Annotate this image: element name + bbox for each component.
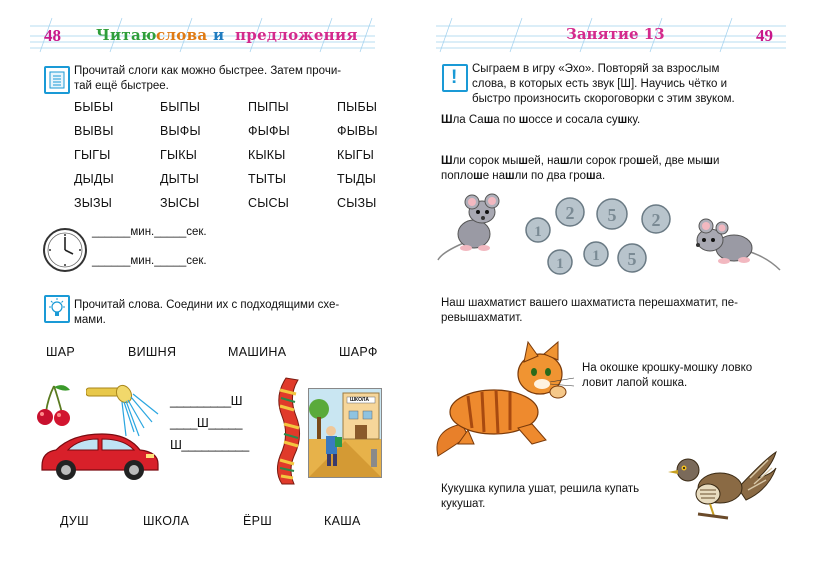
- tongue-twister-3-line2: ревышахматит.: [441, 312, 523, 324]
- word-sharf: ШАРФ: [339, 345, 378, 359]
- word-shkola: ШКОЛА: [143, 514, 190, 528]
- exclamation-mark: !: [451, 67, 458, 88]
- syllable: ПЫПЫ: [248, 100, 289, 114]
- scarf-image: [272, 376, 308, 488]
- title-word-4: предложения: [235, 26, 358, 44]
- mouse-left-image: [432, 192, 512, 264]
- syllable: БЫПЫ: [160, 100, 201, 114]
- syllable: ФЫВЫ: [337, 124, 378, 138]
- tongue-twister-5-line2: кукушат.: [441, 498, 486, 510]
- task2-text-line1: Прочитай слова. Соедини их с подходящими схе-: [74, 299, 340, 311]
- scheme-1: _________Ш: [170, 393, 242, 408]
- coin-4: 2: [651, 210, 661, 230]
- page-number-left: 48: [44, 26, 61, 45]
- coin-2: 2: [565, 203, 575, 223]
- tongue-twister-4-line2: ловит лапой кошка.: [582, 377, 688, 389]
- scheme-3: Ш__________: [170, 437, 249, 452]
- intro-line3: быстро произносить скороговорки с этим звуком.: [472, 93, 735, 105]
- title-word-1: Читаю: [96, 26, 157, 44]
- syllable: КЫКЫ: [248, 148, 286, 162]
- syllable: КЫГЫ: [337, 148, 374, 162]
- car-image: [38, 430, 162, 482]
- intro-line1: Сыграем в игру «Эхо». Повторяй за взрослым: [472, 63, 720, 75]
- task1-text-line1: Прочитай слоги как можно быстрее. Затем прочи-: [74, 65, 342, 77]
- timer-line-1: ______мин._____сек.: [92, 226, 207, 238]
- scheme-2: ____Ш_____: [170, 415, 242, 430]
- syllable: СЫЗЫ: [337, 196, 377, 210]
- title-word-2: слова: [156, 26, 208, 44]
- read-icon: [44, 66, 70, 94]
- tongue-twister-5-line1: Кукушка купила ушат, решила купать: [441, 483, 640, 495]
- coin-1: 1: [534, 224, 542, 240]
- timer-line-2: ______мин._____сек.: [92, 255, 207, 267]
- coin-6: 1: [592, 248, 600, 264]
- tongue-twister-2-line2: поплоше нашли по два гроша.: [441, 170, 606, 182]
- syllable: СЫСЫ: [248, 196, 289, 210]
- tongue-twister-2-line1: Шли сорок мышей, нашли сорок грошей, две мыши: [441, 155, 720, 167]
- cat-image: [428, 340, 578, 458]
- exclamation-icon: [442, 64, 468, 92]
- syllable: ДЫДЫ: [74, 172, 114, 186]
- school-image: [308, 388, 382, 478]
- lesson-title: Занятие 13: [566, 25, 665, 43]
- word-shar: ШАР: [46, 345, 76, 359]
- word-kasha: КАША: [324, 514, 361, 528]
- coin-5: 1: [556, 256, 564, 272]
- syllable: ФЫФЫ: [248, 124, 290, 138]
- word-dush: ДУШ: [60, 514, 89, 528]
- coin-7: 5: [627, 249, 637, 269]
- syllable: ДЫТЫ: [160, 172, 200, 186]
- task1-text-line2: тай ещё быстрее.: [74, 80, 169, 92]
- syllable: ТЫТЫ: [248, 172, 287, 186]
- cuckoo-image: [668, 448, 780, 524]
- syllable: БЫБЫ: [74, 100, 114, 114]
- coin-3: 5: [607, 205, 617, 225]
- syllable: ПЫБЫ: [337, 100, 378, 114]
- syllable: ГЫКЫ: [160, 148, 197, 162]
- coins-image: [520, 192, 680, 280]
- syllable: ЗЫЗЫ: [74, 196, 113, 210]
- task2-text-line2: мами.: [74, 314, 106, 326]
- cherry-image: [34, 384, 74, 428]
- clock-icon: [42, 227, 88, 273]
- tongue-twister-4-line1: На окошке крошку-мошку ловко: [582, 362, 753, 374]
- syllable: ГЫГЫ: [74, 148, 111, 162]
- tongue-twister-1: Шла Саша по шоссе и сосала сушку.: [441, 114, 641, 126]
- mouse-right-image: [686, 212, 784, 274]
- word-mashina: МАШИНА: [228, 345, 287, 359]
- school-sign: ШКОЛА: [350, 397, 369, 403]
- lightbulb-icon: [44, 295, 70, 323]
- syllable: ВЫФЫ: [160, 124, 201, 138]
- syllable: ВЫВЫ: [74, 124, 114, 138]
- intro-line2: слова, в которых есть звук [Ш]. Научись чётко и: [472, 78, 728, 90]
- page-number-right: 49: [756, 26, 773, 45]
- word-vishnya: ВИШНЯ: [128, 345, 177, 359]
- word-yorsh: ЁРШ: [243, 514, 273, 528]
- tongue-twister-3-line1: Наш шахматист вашего шахматиста перешахматит, пе-: [441, 297, 738, 309]
- syllable: ТЫДЫ: [337, 172, 377, 186]
- syllable: ЗЫСЫ: [160, 196, 200, 210]
- title-word-3: и: [213, 26, 225, 44]
